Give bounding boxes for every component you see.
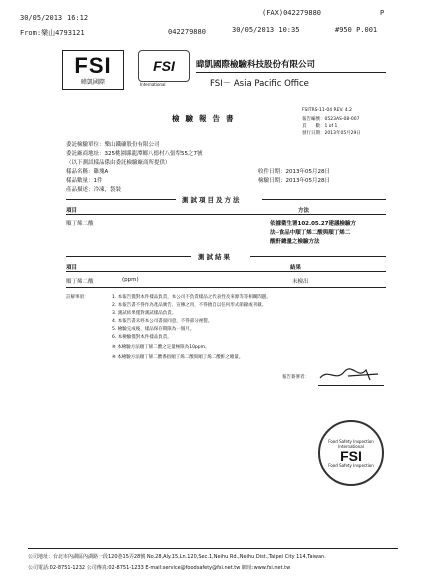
fax-right-page: #950 P.001 — [335, 26, 378, 34]
sample-description: 產品描述：冷凍，袋裝 — [66, 187, 122, 193]
results-item: 順丁烯二酸 — [66, 279, 94, 285]
stamp-ring-mid: International — [338, 443, 364, 449]
fax-from: From:樂山4793121 — [20, 29, 85, 37]
method-item: 順丁烯二酸 — [66, 221, 94, 227]
detect-limit-note: ※ 本檢驗方法順丁烯二酸之定量極限為10ppm。 — [112, 345, 210, 350]
client-address: 委託廠商地址：325桃園縣龍潭鄉八德村八張犁55之7號 — [66, 151, 203, 157]
client-name: 委託檢驗單位：樂山鐵礦股份有限公司 — [66, 142, 160, 148]
results-bottom-rule — [66, 287, 386, 288]
report-issue-date: 發行日期：2013年05月29日 — [302, 131, 361, 136]
report-pages: 頁 數：1 of 1 — [302, 124, 338, 129]
fsi-emblem — [138, 50, 190, 82]
company-logo — [62, 50, 124, 90]
method-col-method: 方法 — [298, 208, 310, 214]
company-english-name: FSI－ Asia Pacific Office — [210, 79, 309, 89]
method-line-3: 酸酐總量之檢驗方法 — [270, 239, 320, 245]
footer-divider — [28, 548, 398, 549]
method-section-title: 測試項目及方法 — [182, 196, 242, 204]
method-line-1: 依據衛生署102.05.27建議檢驗方 — [270, 221, 356, 227]
logo-text: FSI — [74, 52, 112, 78]
results-unit: (ppm) — [122, 277, 139, 283]
report-title: 檢驗報告書 — [172, 114, 240, 123]
signature-label: 報告簽署者： — [282, 375, 309, 380]
note-line-2: 2. 本報告書不得作為產品廣告、宣傳之用，不得擅自以任何形式節錄或刊載。 — [112, 303, 267, 308]
report-form-code: FSITRS-11-04 REV. 4.2 — [302, 108, 353, 113]
method-col-item: 項目 — [66, 208, 78, 214]
fax-left-date: 30/05/2013 — [20, 14, 63, 22]
note-line-1: 1. 本報告僅對本件樣品負責，本公司不負責樣品之代表性及來源等等相關問題。 — [112, 295, 271, 300]
results-section-title: 測試結果 — [198, 253, 232, 261]
test-date: 檢驗日期：2013年05月28日 — [258, 178, 330, 184]
received-date: 收件日期：2013年05月28日 — [258, 169, 330, 175]
results-col-result: 結果 — [290, 265, 302, 271]
stamp-ring-top: Food Safety Inspection — [328, 438, 374, 444]
results-rule-right — [250, 256, 386, 257]
results-col-item: 項目 — [66, 265, 78, 271]
fax-left-time: 16:12 — [67, 14, 89, 22]
sample-name: 樣品名稱：雞塊A — [66, 169, 109, 175]
note-line-4: 4. 本報告書未經本公司書面同意，不得部分複製。 — [112, 319, 213, 324]
stamp-center: FSI — [340, 447, 362, 464]
results-header-rule — [66, 271, 386, 272]
footer-contact: 公司電話:02-8751-1232 公司傳真:02-8751-1233 E-mail:service@foodsafety@fsi.net.tw 網址:www.fsi.net.tw — [28, 565, 291, 571]
method-line-2: 法─食品中順丁烯二酸與順丁烯二 — [270, 230, 351, 236]
logo-subtext: 暐凱國際 — [80, 78, 105, 86]
results-value: 未檢出 — [292, 279, 309, 285]
signature-line — [318, 385, 384, 386]
handwritten-signature — [318, 366, 384, 384]
fax-right-p: P — [380, 9, 385, 17]
fax-right-date: 30/05/2013 10:35 — [232, 26, 300, 34]
fax-center-number: 042279880 — [168, 28, 206, 36]
note-line-3: 3. 測試結果僅對測試樣品負責。 — [112, 311, 177, 316]
header-divider — [196, 72, 386, 73]
emblem-subtext: International — [140, 82, 166, 87]
fax-right-number: (FAX)042279880 — [262, 9, 322, 17]
notes-label: 註解事項： — [66, 295, 89, 300]
report-number: 報告編號：0523AS-08-007 — [302, 117, 360, 122]
sample-quantity: 樣品數量：1件 — [66, 178, 103, 184]
note-line-6: 6. 本檢驗僅對本件樣品負責。 — [112, 335, 172, 340]
emblem-text: FSI — [153, 58, 175, 74]
note-line-5: 5. 檢驗完成後，樣品保存期限為一個月。 — [112, 327, 195, 332]
footer-address: 公司地址：台北市內湖區內湖路一段120巷15弄28號 No.28,Aly.15,Ln.120,Sec.1,Neihu Rd.,Neihu Dist.,Taipei City 114,Taiwan. — [28, 554, 326, 560]
method-rule-left — [66, 199, 176, 200]
sample-note: （以下測試樣品係由委託檢驗廠商所提供） — [66, 160, 171, 166]
method-rule-right — [262, 199, 386, 200]
stamp-ring-bottom: Food Safety Inspection — [328, 462, 374, 468]
company-seal-stamp — [318, 420, 384, 486]
method-header-rule — [66, 214, 386, 215]
results-rule-left — [66, 256, 191, 257]
company-name: 暐凱國際檢驗科技股份有限公司 — [196, 60, 316, 70]
definition-note: ※ 本檢驗方法順丁烯二酸係指順丁烯二酸與順丁烯二酸酐之總量。 — [112, 355, 244, 360]
